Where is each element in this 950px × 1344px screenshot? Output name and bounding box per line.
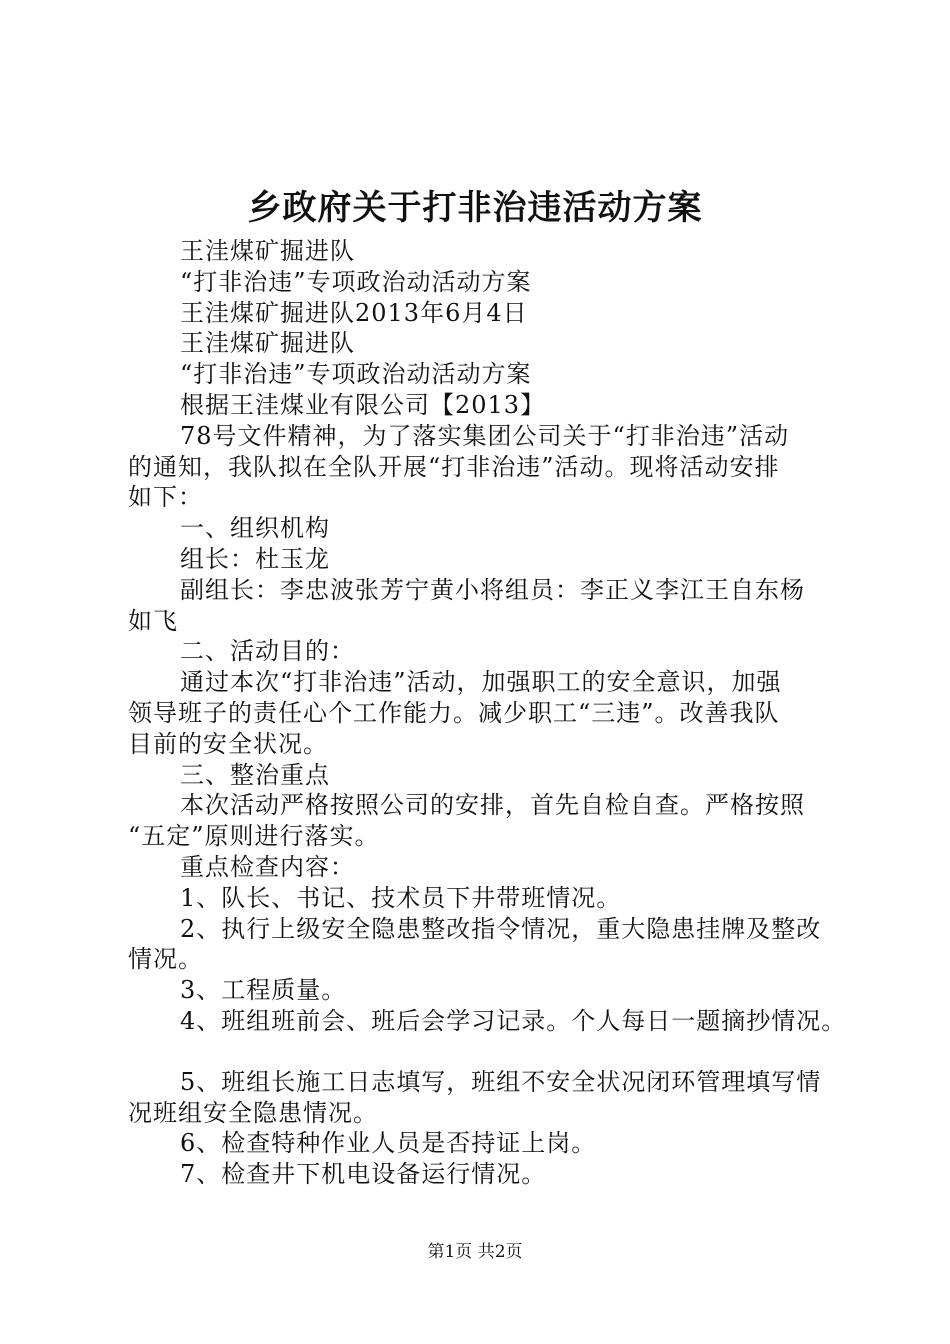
- list-item: 2、执行上级安全隐患整改指令情况，重大隐患挂牌及整改: [180, 914, 822, 943]
- body-line: 如下：: [128, 483, 203, 512]
- body-line: 王洼煤矿掘进队: [180, 237, 355, 265]
- body-line: 领导班子的责任心个工作能力。减少职工“三违”。改善我队: [128, 698, 780, 727]
- body-line: “打非治违”专项政治动活动方案: [180, 360, 532, 389]
- body-line: 通过本次“打非治违”活动，加强职工的安全意识，加强: [180, 668, 782, 697]
- paragraph-gap: [128, 1037, 840, 1067]
- body-line: 根据王洼煤业有限公司【2013】: [180, 390, 546, 419]
- list-item-continued: 情况。: [128, 945, 203, 974]
- section-heading: 二、活动目的：: [180, 637, 355, 666]
- body-line: 副组长：李忠波张芳宁黄小将组员：李正义李江王自东杨: [180, 575, 805, 604]
- list-item: 3、工程质量。: [180, 976, 347, 1005]
- list-item: 6、检查特种作业人员是否持证上岗。: [180, 1129, 597, 1158]
- list-item: 5、班组长施工日志填写，班组不安全状况闭环管理填写情: [180, 1067, 822, 1096]
- body-line: 如飞: [128, 606, 178, 635]
- page-footer: 第1页 共2页: [427, 1242, 523, 1262]
- section-heading: 三、整治重点: [180, 760, 330, 789]
- list-item: 4、班组班前会、班后会学习记录。个人每日一题摘抄情况。: [180, 1006, 847, 1035]
- body-line: 的通知，我队拟在全队开展“打非治违”活动。现将活动安排: [128, 452, 780, 481]
- list-item: 7、检查井下机电设备运行情况。: [180, 1160, 547, 1189]
- body-line: 王洼煤矿掘进队2013年6月4日: [180, 298, 528, 327]
- body-line: “打非治违”专项政治动活动方案: [180, 267, 532, 296]
- list-item-continued: 况班组安全隐患情况。: [128, 1098, 378, 1127]
- document-title: 乡政府关于打非治违活动方案: [247, 188, 703, 228]
- body-line: 目前的安全状况。: [128, 729, 328, 758]
- body-line: “五定”原则进行落实。: [128, 822, 380, 851]
- document-body: [128, 236, 847, 1190]
- list-item: 1、队长、书记、技术员下井带班情况。: [180, 883, 622, 912]
- section-heading: 一、组织机构: [180, 514, 330, 543]
- body-line: 78号文件精神，为了落实集团公司关于“打非治违”活动: [180, 421, 790, 450]
- body-line: 重点检查内容：: [180, 852, 355, 881]
- body-line: 本次活动严格按照公司的安排，首先自检自查。严格按照: [180, 791, 805, 820]
- body-line: 组长：杜玉龙: [180, 544, 330, 573]
- body-line: 王洼煤矿掘进队: [180, 329, 355, 358]
